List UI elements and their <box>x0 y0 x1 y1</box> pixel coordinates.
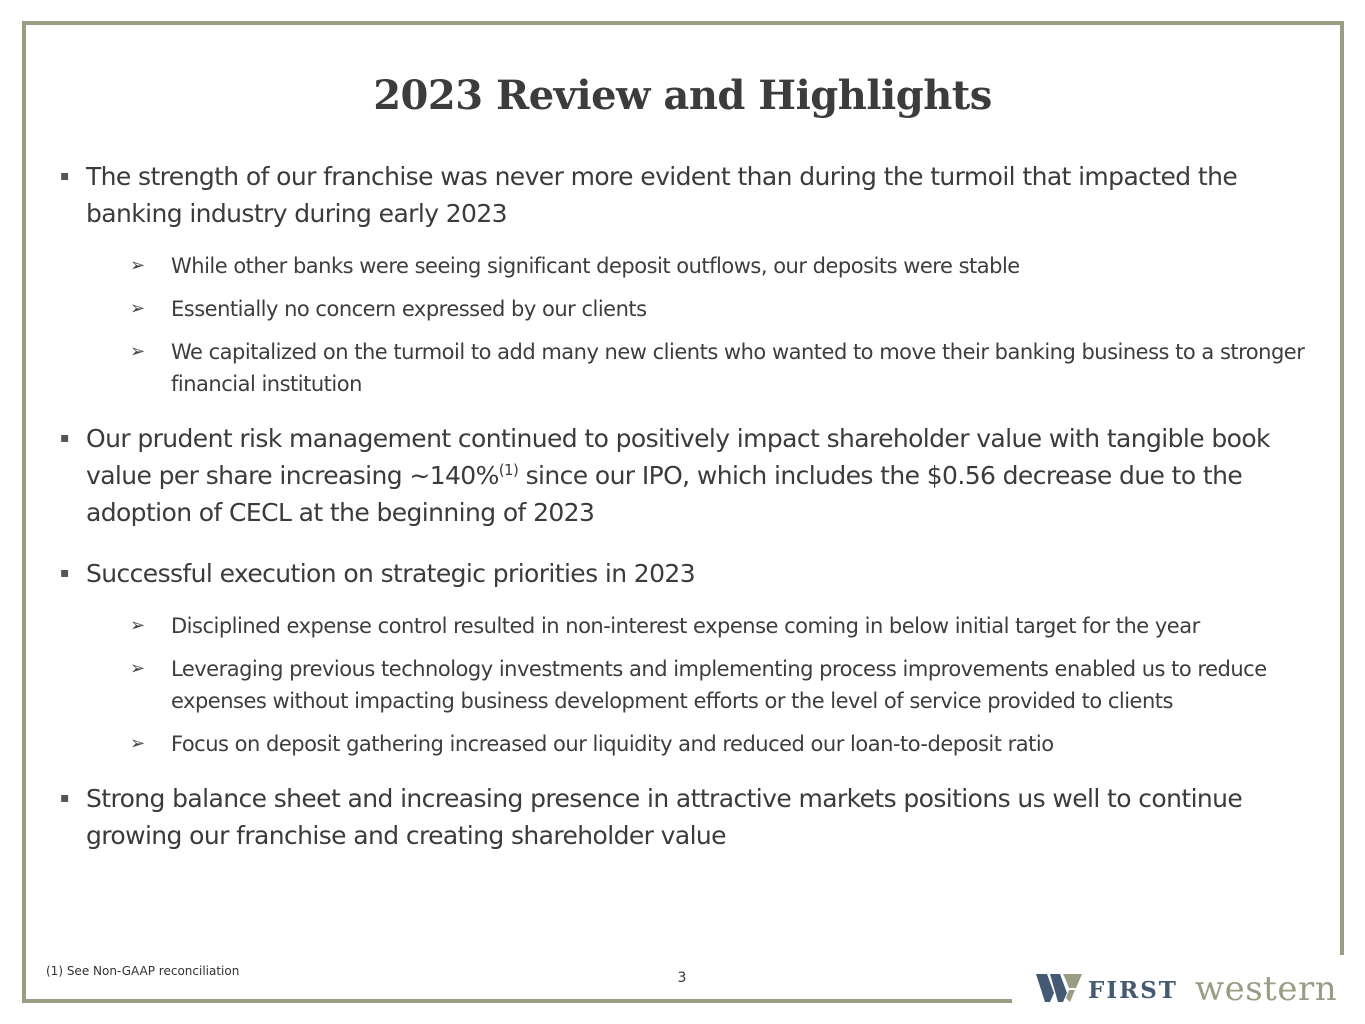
frame-bottom-border <box>22 999 1012 1003</box>
sub-bullet-deposits-stable <box>58 250 1318 282</box>
sub-bullet-text: Essentially no concern expressed by our clients <box>171 297 647 321</box>
page-number: 3 <box>677 970 687 986</box>
bullet-text: The strength of our franchise was never more evident than during the turmoil that impacted the banking industry during early 2023 <box>86 162 1238 228</box>
sub-bullet-text: Disciplined expense control resulted in non-interest expense coming in below initial target for the year <box>171 614 1200 638</box>
bullet-franchise-strength <box>58 158 1318 232</box>
frame-right-border <box>1340 21 1344 955</box>
logo-text-western: western <box>1195 969 1338 1009</box>
sub-bullet-deposit-gathering <box>58 728 1318 760</box>
bullet-text-part1: Our prudent risk management continued to positively impact shareholder value with tangible book value per share increasing ~140% <box>86 424 1270 490</box>
bullet-text: Successful execution on strategic priorities in 2023 <box>86 559 696 588</box>
bullet-risk-management <box>58 420 1318 531</box>
sub-bullet-text: Leveraging previous technology investments and implementing process improvements enabled us to reduce expenses without impacting business development efforts or the level of service provided to clients <box>171 657 1267 713</box>
arrow-bullet-icon: ➢ <box>130 298 145 319</box>
footnote-reference: (1) <box>498 461 519 479</box>
sub-bullet-text: We capitalized on the turmoil to add many new clients who wanted to move their banking business to a stronger financial institution <box>171 340 1305 396</box>
sub-bullet-no-concern <box>58 293 1318 325</box>
frame-left-border <box>22 21 26 1003</box>
arrow-bullet-icon: ➢ <box>130 658 145 679</box>
footnote: (1) See Non-GAAP reconciliation <box>46 964 240 978</box>
square-bullet-icon: ▪ <box>60 168 69 184</box>
sub-bullet-new-clients <box>58 336 1318 400</box>
first-western-w-logo-icon <box>1036 974 1082 1006</box>
arrow-bullet-icon: ➢ <box>130 341 145 362</box>
highlights-list <box>58 158 1318 854</box>
page-title: 2023 Review and Highlights <box>373 72 992 119</box>
square-bullet-icon: ▪ <box>60 790 69 806</box>
arrow-bullet-icon: ➢ <box>130 615 145 636</box>
square-bullet-icon: ▪ <box>60 430 69 446</box>
sub-bullet-expense-control <box>58 610 1318 642</box>
frame-top-border <box>22 21 1344 25</box>
sub-bullet-text: While other banks were seeing significant deposit outflows, our deposits were stable <box>171 254 1020 278</box>
sub-bullet-text: Focus on deposit gathering increased our liquidity and reduced our loan-to-deposit ratio <box>171 732 1054 756</box>
logo-text-first: FIRST <box>1088 977 1178 1004</box>
bullet-text: Strong balance sheet and increasing presence in attractive markets positions us well to continue growing our franchise and creating shareholder value <box>86 784 1243 850</box>
arrow-bullet-icon: ➢ <box>130 733 145 754</box>
bullet-text-part2: since our IPO, which includes the $0.56 decrease due to the adoption of CECL at the beginning of 2023 <box>86 461 1243 527</box>
square-bullet-icon: ▪ <box>60 565 69 581</box>
bullet-strategic-priorities <box>58 555 1318 592</box>
bullet-balance-sheet <box>58 780 1318 854</box>
sub-bullet-technology-investments <box>58 653 1318 717</box>
arrow-bullet-icon: ➢ <box>130 255 145 276</box>
